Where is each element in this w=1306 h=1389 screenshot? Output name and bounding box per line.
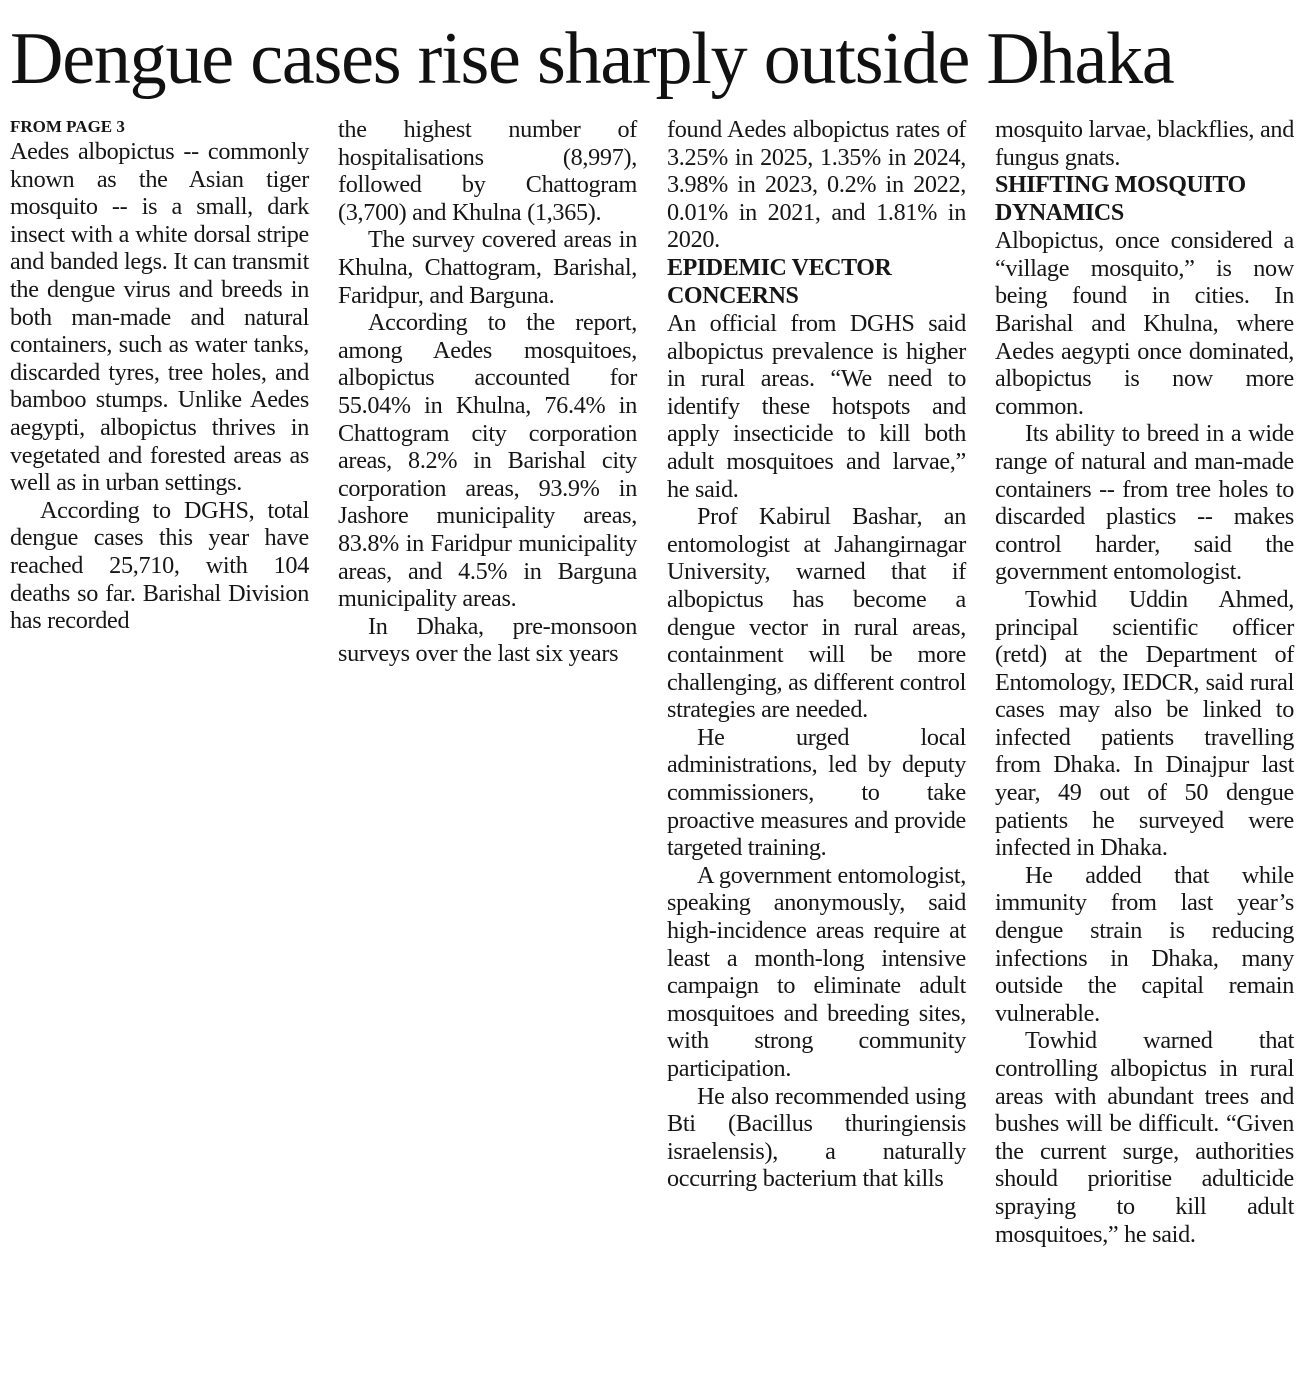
paragraph: In Dhaka, pre-monsoon surveys over the last six years [338,612,637,668]
paragraph: Prof Kabirul Bashar, an entomologist at Jahangirnagar University, warned that if albopictus has become a dengue vector in rural areas, containment will be more challenging, as different control strategies are needed. [667,503,966,724]
paragraph: A government entomologist, speaking anonymously, said high-incidence areas require at least a month-long intensive campaign to eliminate adult mosquitoes and breeding sites, with strong community participation. [667,861,966,1082]
paragraph: He also recommended using Bti (Bacillus thuringiensis israelensis), a naturally occurring bacterium that kills [667,1082,966,1193]
paragraph: Towhid Uddin Ahmed, principal scientific officer (retd) at the Department of Entomology, IEDCR, said rural cases may also be linked to infected patients travelling from Dhaka. In Dinajpur last year, 49 out of 50 dengue patients he surveyed were infected in Dhaka. [995,585,1294,862]
paragraph: According to the report, among Aedes mosquitoes, albopictus accounted for 55.04% in Khulna, 76.4% in Chattogram city corporation areas, 8.2% in Barishal city corporation areas, 93.9% in Jashore municipality areas, 83.8% in Faridpur municipality areas, and 4.5% in Barguna municipality areas. [338,309,637,613]
article-column-1 [10,116,309,635]
paragraph: found Aedes albopictus rates of 3.25% in 2025, 1.35% in 2024, 3.98% in 2023, 0.2% in 2022, 0.01% in 2021, and 1.81% in 2020. [667,116,966,254]
paragraph: Towhid warned that controlling albopictus in rural areas with abundant trees and bushes will be difficult. “Given the current surge, authorities should prioritise adulticide spraying to kill adult mosquitoes,” he said. [995,1027,1294,1248]
continued-from-label: FROM PAGE 3 [10,117,125,136]
paragraph: the highest number of hospitalisations (8,997), followed by Chattogram (3,700) and Khulna (1,365). [338,116,637,226]
article-column-4 [995,116,1294,1248]
paragraph: An official from DGHS said albopictus prevalence is higher in rural areas. “We need to identify these hotspots and apply insecticide to kill both adult mosquitoes and larvae,” he said. [667,309,966,503]
paragraph: Aedes albopictus -- commonly known as the Asian tiger mosquito -- is a small, dark insect with a white dorsal stripe and banded legs. It can transmit the dengue virus and breeds in both man-made and natural containers, such as water tanks, discarded tyres, tree holes, and bamboo stumps. Unlike Aedes aegypti, albopictus thrives in vegetated and forested areas as well as in urban settings. [10,138,309,497]
paragraph: Its ability to breed in a wide range of natural and man-made containers -- from tree holes to discarded plastics -- makes control harder, said the government entomologist. [995,420,1294,586]
subheading-shifting-mosquito-dynamics: SHIFTING MOSQUITO DYNAMICS [995,172,1246,227]
paragraph: mosquito larvae, blackflies, and fungus gnats. [995,116,1294,171]
article-column-3 [667,116,966,1193]
paragraph: He urged local administrations, led by deputy commissioners, to take proactive measures and provide targeted training. [667,723,966,862]
headline: Dengue cases rise sharply outside Dhaka [10,18,1174,100]
paragraph: Albopictus, once considered a “village mosquito,” is now being found in cities. In Barishal and Khulna, where Aedes aegypti once dominated, albopictus is now more common. [995,227,1294,420]
paragraph: The survey covered areas in Khulna, Chattogram, Barishal, Faridpur, and Barguna. [338,226,637,309]
paragraph: He added that while immunity from last year’s dengue strain is reducing infections in Dhaka, many outside the capital remain vulnerable. [995,861,1294,1027]
subheading-epidemic-vector-concerns: EPIDEMIC VECTOR CONCERNS [667,254,892,309]
article-column-2 [338,116,637,668]
paragraph: According to DGHS, total dengue cases this year have reached 25,710, with 104 deaths so far. Barishal Division has recorded [10,496,309,635]
